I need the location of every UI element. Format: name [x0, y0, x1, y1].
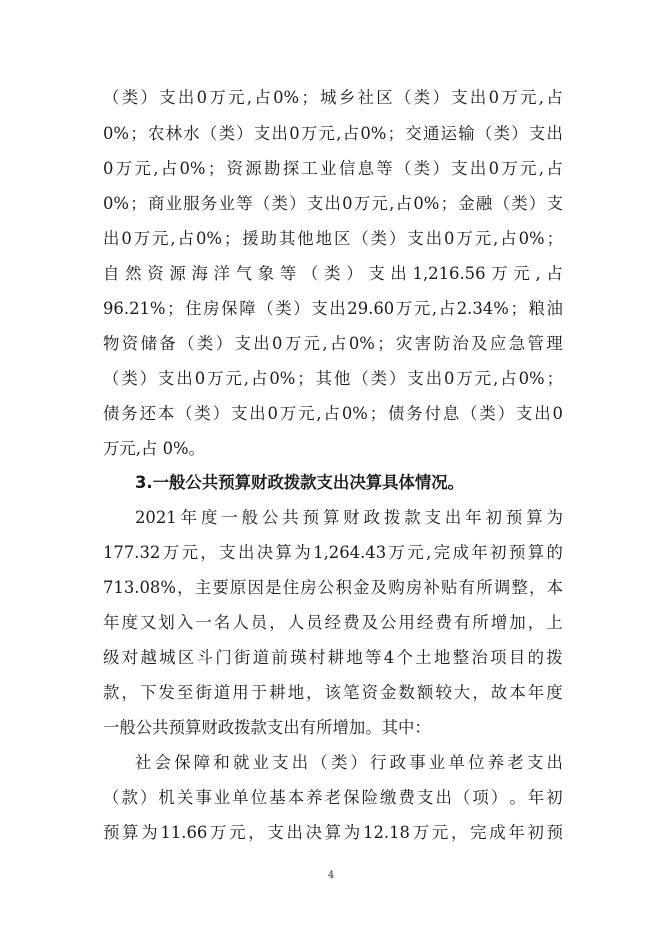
text-line: 级 对 越 城 区 斗 门 街 道 前 瑛 村 耕 地 等 4 个 土 地 整 治 项 目 的 拨 [103, 648, 563, 667]
text-line: 款 ， 下 发 至 街 道 用 于 耕 地 ， 该 笔 资 金 数 额 较 大 ， 故 本 年 度 [103, 683, 563, 702]
text-line: （ 类 ） 支 出 0 万 元 , 占 0% ； 城 乡 社 区 （ 类 ） 支 出 0 万 元 , 占 [103, 88, 563, 107]
text-line: 713.08% ， 主 要 原 因 是 住 房 公 积 金 及 购 房 补 贴 有 所 调 整 ， 本 [103, 578, 563, 597]
text-line: 0% ； 农 林 水 （ 类 ） 支 出 0 万 元 , 占 0% ； 交 通 运 输 （ 类 ） 支 出 [103, 124, 563, 143]
text-line: 177.32 万 元 ， 支 出 决 算 为 1,264.43 万 元 , 完 成 年 初 预 算 的 [103, 543, 563, 562]
text-line: 0 万 元 , 占 0% ； 资 源 勘 探 工 业 信 息 等 （ 类 ） 支 出 0 万 元 , 占 [103, 159, 563, 178]
section-heading: 3.一般公共预算财政拨款支出决算具体情况。 [135, 473, 465, 492]
text-line: 年 度 又 划 入 一 名 人 员 ， 人 员 经 费 及 公 用 经 费 有 所 增 加 ， 上 [103, 613, 563, 632]
text-line: 一般公共预算财政拨款支出有所增加。其中： [103, 718, 431, 737]
text-line: 自 然 资 源 海 洋 气 象 等 （ 类 ） 支 出 1,216.56 万 元 , 占 [103, 264, 563, 283]
page-number: 4 [327, 870, 335, 881]
text-line: 债 务 还 本 （ 类 ） 支 出 0 万 元 , 占 0% ； 债 务 付 息 （ 类 ） 支 出 0 [103, 404, 563, 423]
text-line: （ 类 ） 支 出 0 万 元 , 占 0% ； 其 他 （ 类 ） 支 出 0 万 元 , 占 0% ； [103, 369, 563, 388]
text-line: 0% ； 商 业 服 务 业 等 （ 类 ） 支 出 0 万 元 , 占 0% ； 金 融 （ 类 ） 支 [103, 194, 563, 213]
text-line: 96.21% ； 住 房 保 障 （ 类 ） 支 出 29.60 万 元 , 占 2.34% ； 粮 油 [103, 299, 563, 318]
text-line: 2021 年 度 一 般 公 共 预 算 财 政 拨 款 支 出 年 初 预 算 为 [135, 508, 563, 527]
text-line: 社 会 保 障 和 就 业 支 出 （ 类 ） 行 政 事 业 单 位 养 老 支 出 [135, 753, 563, 772]
text-line: 万元,占 0%。 [103, 439, 205, 458]
text-line: 出 0 万 元 , 占 0% ； 援 助 其 他 地 区 （ 类 ） 支 出 0 万 元 , 占 0% ； [103, 229, 563, 248]
text-line: （ 款 ） 机 关 事 业 单 位 基 本 养 老 保 险 缴 费 支 出 （ 项 ） 。 年 初 [103, 788, 563, 807]
text-line: 物 资 储 备 （ 类 ） 支 出 0 万 元 , 占 0% ； 灾 害 防 治 及 应 急 管 理 [103, 334, 563, 353]
text-line: 预 算 为 11.66 万 元 ， 支 出 决 算 为 12.18 万 元 ， 完 成 年 初 预 [103, 823, 563, 842]
